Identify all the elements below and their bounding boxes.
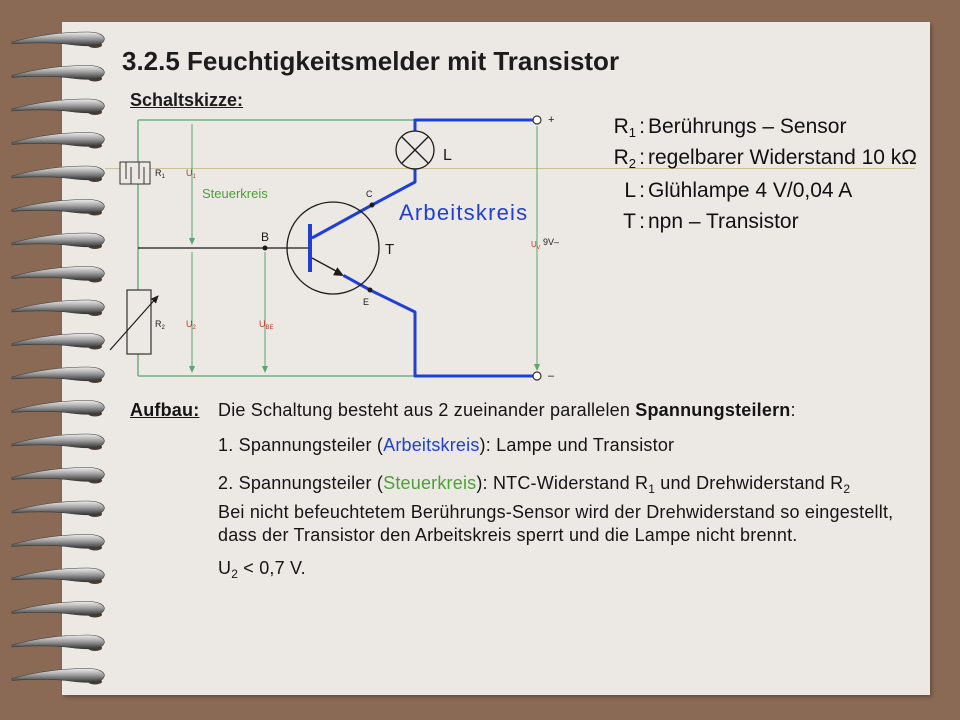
- voltage-ube-index: BE: [265, 325, 274, 331]
- terminal-minus: [533, 372, 541, 380]
- spiral-ring: [12, 568, 104, 584]
- item2-sub2: 2: [843, 482, 851, 496]
- voltage-u2-index: 2: [192, 325, 196, 331]
- lamp-label: L: [443, 147, 452, 164]
- legend-row-r1: [600, 115, 846, 139]
- legend-symbol-letter: R: [613, 146, 629, 169]
- item2-suffix: ): NTC-Widerstand R: [476, 473, 649, 493]
- legend-symbol: [600, 179, 636, 203]
- sensor-label: [155, 168, 166, 180]
- collector-dot: [370, 203, 375, 208]
- legend-symbol: [600, 115, 636, 139]
- legend-symbol-letter: L: [624, 179, 636, 202]
- lamp-symbol: [396, 131, 434, 169]
- legend-symbol: [600, 146, 636, 170]
- legend-symbol-letter: R: [613, 115, 629, 138]
- collector-label: C: [366, 189, 373, 199]
- legend-symbol-index: 1: [628, 125, 636, 140]
- supply-voltage-label: 9V–: [543, 237, 560, 247]
- voltage-uv-label: [531, 240, 541, 251]
- control-circuit-label: Steuerkreis: [202, 186, 268, 201]
- item1-highlight: Arbeitskreis: [383, 435, 480, 455]
- condition-line: [218, 558, 306, 581]
- page-title: 3.2.5 Feuchtigkeitsmelder mit Transistor: [122, 46, 620, 76]
- voltage-ube-label: [259, 319, 274, 331]
- legend-symbol-index: 2: [628, 156, 636, 171]
- work-circuit-label: Arbeitskreis: [399, 200, 529, 225]
- spiral-ring: [12, 32, 104, 48]
- base-dot: [263, 246, 268, 251]
- spiral-binding: [0, 0, 120, 720]
- spiral-ring: [12, 535, 104, 551]
- potentiometer-label: [155, 319, 166, 331]
- emitter-dot: [368, 288, 373, 293]
- condition-text: < 0,7 V.: [238, 558, 306, 578]
- spiral-ring: [12, 233, 104, 249]
- spiral-ring: [12, 602, 104, 618]
- voltage-u2-symbol: U: [186, 319, 193, 329]
- item2-middle: und Drehwiderstand R: [655, 473, 844, 493]
- minus-label: –: [548, 370, 555, 382]
- legend-symbol: [600, 210, 636, 234]
- legend-separator: :: [639, 115, 645, 138]
- touch-sensor-symbol: [120, 162, 150, 184]
- aufbau-intro: [218, 400, 796, 420]
- sensor-label-index: 1: [161, 174, 165, 180]
- emitter-arrow: [333, 267, 344, 276]
- plus-label: +: [548, 114, 555, 126]
- spiral-ring: [12, 200, 104, 216]
- item2-highlight: Steuerkreis: [383, 473, 477, 493]
- work-wire-top: [415, 120, 533, 131]
- aufbau-intro-end: :: [790, 400, 796, 420]
- spiral-ring: [12, 166, 104, 182]
- legend-row-l: [600, 179, 852, 203]
- legend-row-t: [600, 210, 799, 234]
- voltage-u1-index: 1: [192, 174, 196, 180]
- legend-separator: :: [639, 210, 645, 233]
- legend-symbol-letter: T: [623, 210, 636, 233]
- legend-description: Berührungs – Sensor: [648, 115, 847, 138]
- potentiometer-label-symbol: R: [155, 319, 162, 329]
- base-label: B: [261, 230, 270, 244]
- spiral-ring: [12, 669, 104, 685]
- spiral-ring: [12, 468, 104, 484]
- item2-sub1: 1: [648, 482, 656, 496]
- legend-separator: :: [639, 146, 645, 169]
- legend-description: npn – Transistor: [648, 210, 799, 233]
- voltage-u2-label: [186, 319, 197, 331]
- explanation-line-2: dass der Transistor den Arbeitskreis sperrt und die Lampe nicht brennt.: [218, 525, 798, 545]
- aufbau-item-2: [218, 473, 851, 496]
- aufbau-intro-bold: Spannungsteilern: [635, 400, 791, 420]
- emitter-label: E: [363, 297, 370, 307]
- condition-index: 2: [231, 567, 239, 581]
- transistor-label: T: [385, 241, 395, 258]
- spiral-ring: [12, 66, 104, 82]
- sketch-heading: Schaltskizze:: [130, 90, 244, 110]
- legend-description: regelbarer Widerstand 10 kΩ: [648, 146, 917, 169]
- voltage-u1-label: [186, 168, 197, 180]
- legend-description: Glühlampe 4 V/0,04 A: [648, 179, 853, 202]
- spiral-ring: [12, 401, 104, 417]
- voltage-uv-symbol: U: [531, 240, 537, 249]
- spiral-ring: [12, 99, 104, 115]
- legend-row-r2: [600, 146, 917, 170]
- voltage-uv-index: V: [536, 245, 541, 251]
- spiral-ring: [12, 267, 104, 283]
- spiral-ring: [12, 434, 104, 450]
- item1-suffix: ): Lampe und Transistor: [479, 435, 675, 455]
- potentiometer-label-index: 2: [161, 325, 165, 331]
- spiral-ring: [12, 334, 104, 350]
- spiral-ring: [12, 635, 104, 651]
- spiral-ring: [12, 300, 104, 316]
- spiral-ring: [12, 133, 104, 149]
- aufbau-intro-text: Die Schaltung besteht aus 2 zueinander parallelen: [218, 400, 636, 420]
- spiral-ring: [12, 501, 104, 517]
- item1-prefix: 1. Spannungsteiler (: [218, 435, 384, 455]
- aufbau-item-1: [218, 435, 674, 455]
- emitter-inner-line: [312, 258, 336, 271]
- aufbau-label: Aufbau:: [130, 400, 200, 420]
- item2-prefix: 2. Spannungsteiler (: [218, 473, 384, 493]
- spiral-ring: [12, 367, 104, 383]
- explanation-line-1: Bei nicht befeuchtetem Berührungs-Sensor wird der Drehwiderstand so eingestellt,: [218, 502, 894, 522]
- voltage-u1-symbol: U: [186, 168, 193, 178]
- terminal-plus: [533, 116, 541, 124]
- sensor-label-symbol: R: [155, 168, 162, 178]
- condition-symbol: U: [218, 558, 232, 578]
- voltage-ube-symbol: U: [259, 319, 266, 329]
- legend-separator: :: [639, 179, 645, 202]
